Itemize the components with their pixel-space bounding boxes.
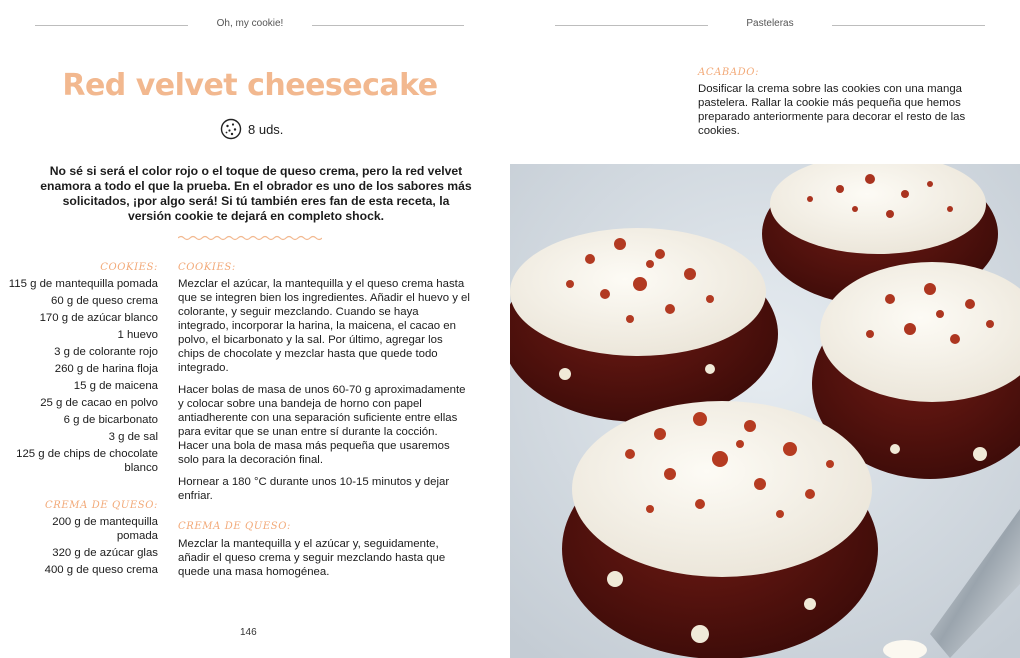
method-paragraph: Mezclar el azúcar, la mantequilla y el queso crema hasta que se integren bien los ingredientes. Añadir el huevo y el colorante, y seguir mezclando. Cuando se haya integrado, incorporar la harina, la maicena, el cacao en polvo, el bicarbonato y la sal. Por último, agregar los chips de chocolate y mezclar hasta que quede todo integrado. [178, 278, 470, 374]
header-rule-right [312, 25, 464, 26]
method-cream-text [178, 537, 470, 587]
finish-text: Dosificar la crema sobre las cookies con una manga pastelera. Rallar la cookie más pequeña que hemos preparado anteriormente para decorar el resto de las cookies. [698, 83, 966, 137]
ingredient-item: 200 g de mantequilla pomada [52, 516, 158, 542]
method-cookies-text [178, 277, 470, 511]
ingredients-cookies-label: COOKIES: [100, 262, 158, 273]
intro-text: No sé si será el color rojo o el toque de queso crema, pero la red velvet enamora a todo el que la prueba. En el obrador es uno de los sabores más solicitados, ¡por algo será! Si tú también eres fan de esta receta, la versión cookie te dejará en completo shock. [40, 164, 472, 223]
ingredient-item: 115 g de mantequilla pomada [8, 278, 158, 290]
header-rule-right [832, 25, 985, 26]
ingredient-item: 60 g de queso crema [50, 295, 158, 307]
wavy-divider [178, 234, 322, 242]
cookie-photo [510, 164, 1020, 658]
running-header: Oh, my cookie! [216, 18, 284, 29]
yield-text: 8 uds. [248, 121, 284, 137]
yield [220, 118, 283, 140]
ingredient-item: 320 g de azúcar glas [52, 547, 158, 559]
method-cream-label: CREMA DE QUESO: [178, 521, 291, 532]
right-page [510, 0, 1020, 658]
ingredients-cookies-list [8, 277, 158, 478]
ingredients-cream-label: CREMA DE QUESO: [45, 500, 158, 511]
running-header: Pasteleras [746, 18, 794, 29]
page-number: 146 [240, 627, 257, 638]
ingredient-item: 1 huevo [117, 329, 158, 341]
ingredient-item: 3 g de sal [108, 431, 158, 443]
recipe-title: Red velvet cheesecake [62, 68, 438, 103]
cookie-icon [220, 118, 242, 140]
ingredients-cream-list [8, 515, 158, 580]
ingredient-item: 400 g de queso crema [44, 564, 158, 576]
ingredient-item: 170 g de azúcar blanco [39, 312, 158, 324]
ingredient-item: 260 g de harina floja [54, 363, 158, 375]
header-rule-left [555, 25, 708, 26]
ingredient-item: 15 g de maicena [73, 380, 158, 392]
method-paragraph: Mezclar la mantequilla y el azúcar y, seguidamente, añadir el queso crema y seguir mezclando hasta que quede una masa homogénea. [178, 538, 446, 578]
method-paragraph: Hacer bolas de masa de unos 60-70 g aproximadamente y colocar sobre una bandeja de horno con papel antiadherente con una separación suficiente entre ellas para evitar que se unan entre sí durante la cocción. Hacer una bola de masa más pequeña que usaremos solo para la decoración final. [178, 384, 466, 466]
method-cookies-label: COOKIES: [178, 262, 236, 273]
ingredient-item: 3 g de colorante rojo [54, 346, 158, 358]
finish-label: ACABADO: [698, 67, 760, 78]
ingredient-item: 25 g de cacao en polvo [40, 397, 158, 409]
ingredient-item: 125 g de chips de chocolate blanco [16, 448, 158, 474]
ingredient-item: 6 g de bicarbonato [63, 414, 158, 426]
method-paragraph: Hornear a 180 °C durante unos 10-15 minutos y dejar enfriar. [178, 476, 450, 502]
